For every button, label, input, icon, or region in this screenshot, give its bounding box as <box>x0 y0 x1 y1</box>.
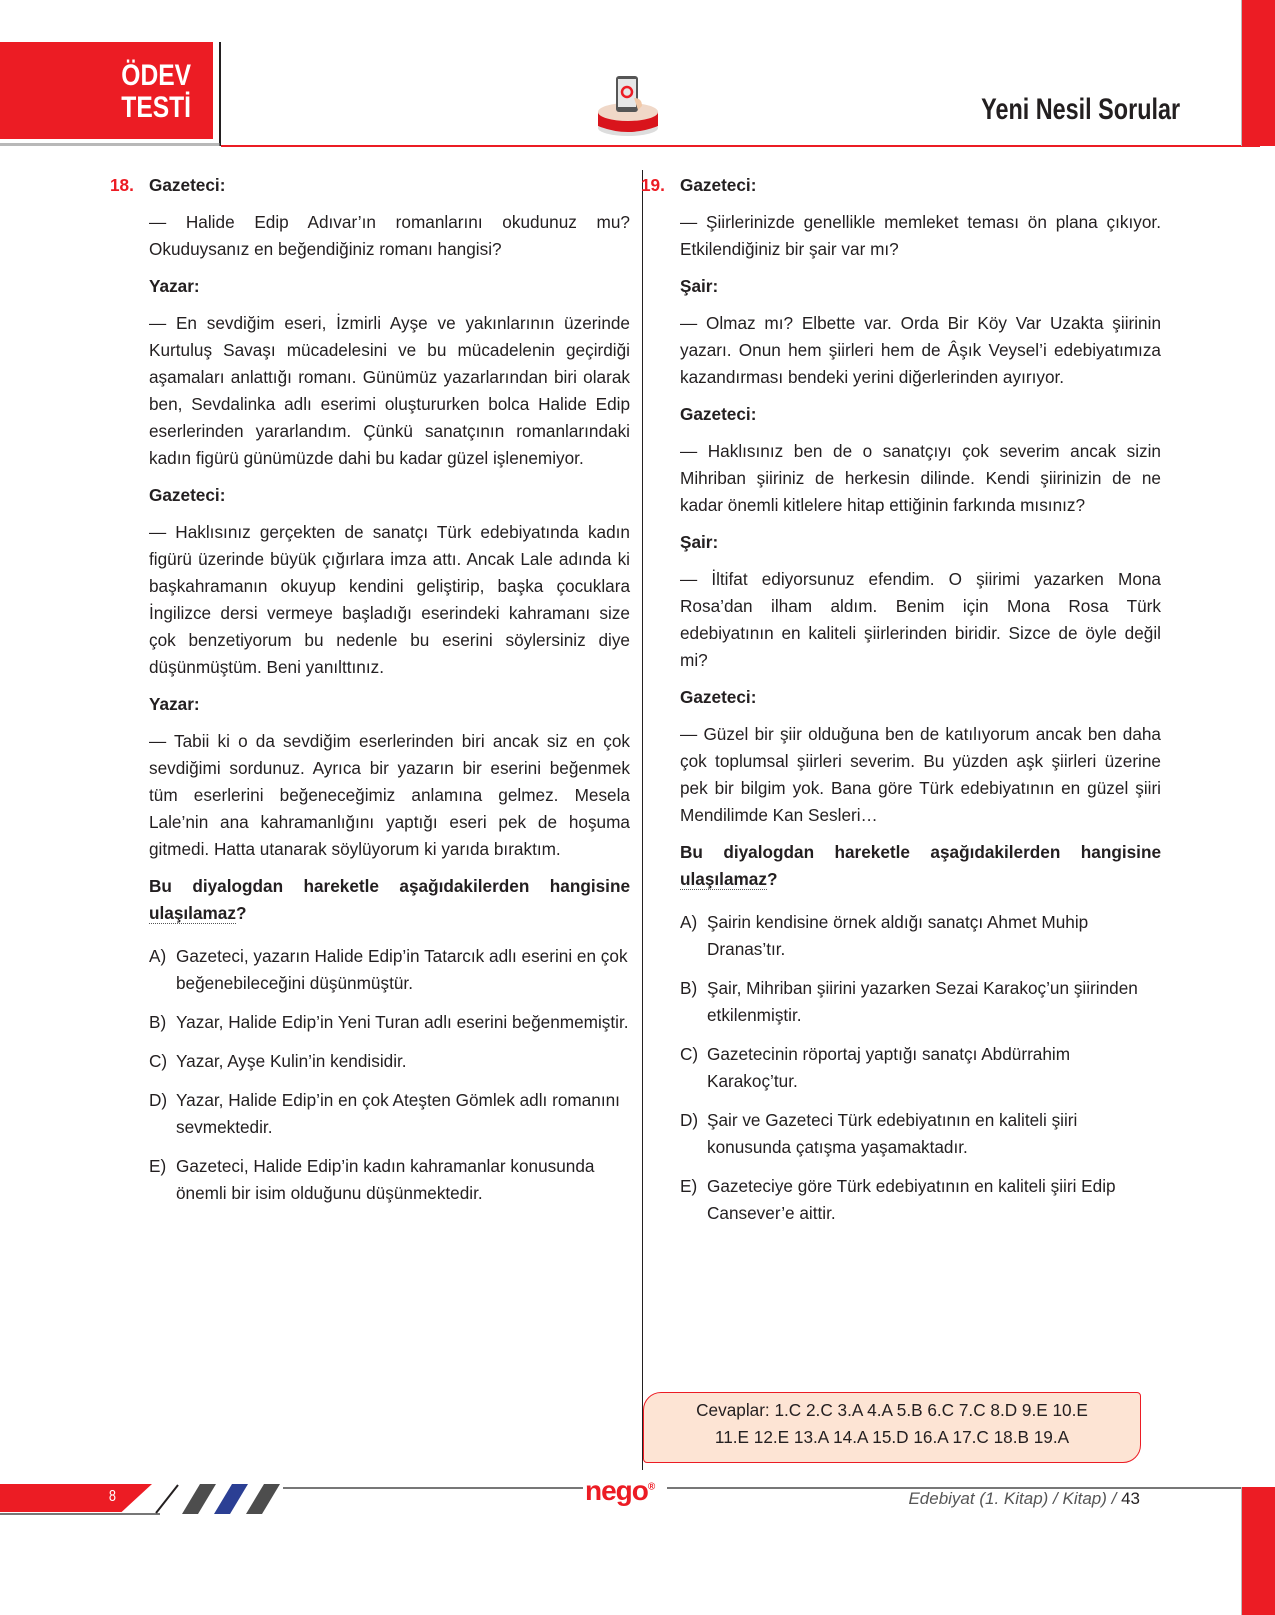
option-key: B) <box>680 978 698 998</box>
option-text: Şair, Mihriban şiirini yazarken Sezai Karakoç’un şiirinden etkilenmiştir. <box>707 978 1138 1025</box>
footer-stripe-gray-2 <box>246 1484 280 1514</box>
header-edge-bar <box>1241 0 1275 146</box>
option-text: Yazar, Ayşe Kulin’in kendisidir. <box>176 1051 407 1071</box>
footer-edge-bar <box>1241 1487 1275 1615</box>
question-19 <box>641 172 1161 1239</box>
dialogue-text: — Güzel bir şiir olduğuna ben de katılıyorum ancak ben daha çok toplumsal şiirleri severim. Bu yüzden aşk şiirleri üzerine pek bir bilgim yok. Bana göre Türk edebiyatının en güzel şiiri Mendilimde Kan Sesleri… <box>680 724 1161 825</box>
speaker-label: Gazeteci: <box>680 175 757 195</box>
option-text: Şair ve Gazeteci Türk edebiyatının en kaliteli şiiri konusunda çatışma yaşamaktadır. <box>707 1110 1078 1157</box>
badge-line-2: TESTİ <box>121 91 191 124</box>
option-e[interactable] <box>149 1153 630 1207</box>
option-a[interactable] <box>680 909 1161 963</box>
footer-page-tab <box>0 1484 152 1512</box>
option-text: Gazeteciye göre Türk edebiyatının en kaliteli şiiri Edip Cansever’e aittir. <box>707 1176 1116 1223</box>
option-e[interactable] <box>680 1173 1161 1227</box>
option-key: E) <box>680 1176 698 1196</box>
dialogue-text: — Olmaz mı? Elbette var. Orda Bir Köy Var Uzakta şiirinin yazarı. Onun hem şiirleri hem de Âşık Veysel’i edebiyatımıza kazandırması bendeki yerini diğerlerinden ayırıyor. <box>680 313 1161 387</box>
footer-page-number: 8 <box>108 1488 117 1505</box>
option-c[interactable] <box>680 1041 1161 1095</box>
prompt-end: ? <box>235 903 247 923</box>
speaker-label: Yazar: <box>149 276 200 296</box>
dialogue-text: — Haklısınız ben de o sanatçıyı çok severim ancak sizin Mihriban şiiriniz de herkesin dilinde. Kendi şiirinizin de ne kadar önemli kitlelere hitap ettiğinin farkında mısınız? <box>680 441 1161 515</box>
footer-stripe-blue <box>214 1484 248 1514</box>
option-b[interactable] <box>149 1009 630 1036</box>
option-key: D) <box>680 1110 699 1130</box>
footer-underline <box>0 1513 160 1515</box>
speaker-label: Gazeteci: <box>680 404 757 424</box>
book-page-number: 43 <box>1121 1489 1140 1508</box>
dialogue-text: — Haklısınız gerçekten de sanatçı Türk edebiyatında kadın figürü üzerinde büyük çığırlara imza attı. Ancak Lale adında ki başkahramanın okuyup kendini geliştirip, başka çocuklara İngilizce dersi vermeye başladığı eserindeki kahramanı size çok benzetiyorum bu nedenle bu eserini söylersiniz diye düşünmüştüm. Beni yanılttınız. <box>149 522 630 677</box>
option-text: Gazeteci, Halide Edip’in kadın kahramanlar konusunda önemli bir isim olduğunu düşünmektedir. <box>176 1156 595 1203</box>
header-shadow <box>0 143 220 146</box>
footer-stripe-thin <box>150 1484 184 1514</box>
publisher-logo-text: nego <box>585 1475 648 1506</box>
speaker-label: Şair: <box>680 532 719 552</box>
footer-rule-left <box>283 1487 583 1489</box>
prompt-text: Bu diyalogdan hareketle aşağıdakilerden hangisine <box>680 842 1161 862</box>
header-rule <box>221 145 1260 147</box>
prompt-end: ? <box>766 869 778 889</box>
option-key: C) <box>680 1044 699 1064</box>
section-title: Yeni Nesil Sorular <box>981 93 1180 126</box>
prompt-emphasis: ulaşılamaz <box>149 903 236 923</box>
option-b[interactable] <box>680 975 1161 1029</box>
option-text: Şairin kendisine örnek aldığı sanatçı Ahmet Muhip Dranas’tır. <box>707 912 1089 959</box>
option-c[interactable] <box>149 1048 630 1075</box>
question-number: 18. <box>110 175 134 195</box>
option-text: Gazetecinin röportaj yaptığı sanatçı Abdürrahim Karakoç’tur. <box>707 1044 1071 1091</box>
footer-stripe-gray-1 <box>182 1484 216 1514</box>
prompt-text: Bu diyalogdan hareketle aşağıdakilerden hangisine <box>149 876 630 896</box>
speaker-label: Gazeteci: <box>149 175 226 195</box>
question-prompt <box>680 839 1161 893</box>
speaker-label: Şair: <box>680 276 719 296</box>
dialogue-text: — En sevdiğim eseri, İzmirli Ayşe ve yakınlarının üzerinde Kurtuluş Savaşı mücadelesini ve bu mücadelenin geçirdiği aşamaları anlattığı romanı. Günümüz yazarlarından biri olarak ben, Sevdalinka adlı eserimi oluştururken bolca Halide Edip eserlerinden yararlandım. Çünkü sanatçının romanlarındaki kadın figürü günümüzde dahi bu kadar güzel işlenemiyor. <box>149 313 630 468</box>
speaker-label: Gazeteci: <box>680 687 757 707</box>
badge-line-1: ÖDEV <box>121 59 191 92</box>
option-text: Yazar, Halide Edip’in Yeni Turan adlı eserini beğenmemiştir. <box>176 1012 629 1032</box>
option-d[interactable] <box>149 1087 630 1141</box>
phone-on-pedestal-icon <box>594 72 666 140</box>
question-number: 19. <box>641 175 665 195</box>
option-text: Yazar, Halide Edip’in en çok Ateşten Gömlek adlı romanını sevmektedir. <box>176 1090 620 1137</box>
option-a[interactable] <box>149 943 630 997</box>
option-key: B) <box>149 1012 167 1032</box>
speaker-label: Yazar: <box>149 694 200 714</box>
question-18 <box>110 172 630 1219</box>
answer-key-line-1: Cevaplar: 1.C 2.C 3.A 4.A 5.B 6.C 7.C 8.D 9.E 10.E <box>696 1400 1088 1420</box>
answer-key-box <box>643 1392 1141 1463</box>
option-key: A) <box>680 912 698 932</box>
test-badge <box>0 42 213 139</box>
dialogue-text: — Şiirlerinizde genellikle memleket teması ön plana çıkıyor. Etkilendiğiniz bir şair var mı? <box>680 212 1161 259</box>
option-key: D) <box>149 1090 168 1110</box>
option-text: Gazeteci, yazarın Halide Edip’in Tatarcık adlı eserini en çok beğenebileceğini düşünmüştür. <box>176 946 628 993</box>
answer-key-line-2: 11.E 12.E 13.A 14.A 15.D 16.A 17.C 18.B 19.A <box>714 1427 1070 1447</box>
footer-book-label <box>908 1489 1140 1509</box>
prompt-emphasis: ulaşılamaz <box>680 869 767 889</box>
question-prompt <box>149 873 630 927</box>
option-key: A) <box>149 946 167 966</box>
dialogue-text: — İltifat ediyorsunuz efendim. O şiirimi yazarken Mona Rosa’dan ilham aldım. Benim için Mona Rosa Türk edebiyatının en kaliteli şiirlerinden biridir. Sizce de öyle değil mi? <box>680 569 1161 670</box>
dialogue-text: — Tabii ki o da sevdiğim eserlerinden biri ancak siz en çok sevdiğimi sordunuz. Ayrıca bir yazarın bir eserini beğenmek tüm eserlerini beğeneceğimiz anlamına gelmez. Mesela Lale’nin ana kahramanlığını yaptığı eseri pek de hoşuma gitmedi. Hatta utanarak söylüyorum ki yarıda bıraktım. <box>149 731 630 859</box>
publisher-logo: nego® <box>585 1475 655 1506</box>
book-title: Edebiyat (1. Kitap) / Kitap) / <box>908 1489 1117 1508</box>
option-key: C) <box>149 1051 168 1071</box>
option-key: E) <box>149 1156 167 1176</box>
dialogue-text: — Halide Edip Adıvar’ın romanlarını okudunuz mu? Okuduysanız en beğendiğiniz romanı hangisi? <box>149 212 630 259</box>
speaker-label: Gazeteci: <box>149 485 226 505</box>
header-divider <box>219 42 221 146</box>
option-d[interactable] <box>680 1107 1161 1161</box>
